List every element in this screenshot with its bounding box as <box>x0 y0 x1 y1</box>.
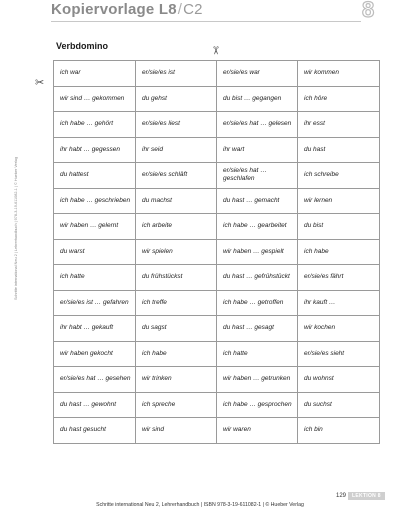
domino-cell: du gehst <box>136 86 217 112</box>
scissors-icon: ✂ <box>209 45 222 56</box>
domino-cell: du bist … gegangen <box>217 86 298 112</box>
table-row <box>54 137 380 163</box>
section-title: Verbdomino <box>56 41 109 51</box>
domino-cell: wir sind <box>136 418 217 444</box>
domino-cell: du hast … gewohnt <box>54 392 136 418</box>
domino-cell: er/sie/es ist … gefahren <box>54 290 136 316</box>
table-row <box>54 112 380 138</box>
domino-cell: ihr habt … gegessen <box>54 137 136 163</box>
domino-cell: er/sie/es hat … gelesen <box>217 112 298 138</box>
domino-cell: du hast … gefrühstückt <box>217 265 298 291</box>
domino-cell: du machst <box>136 188 217 214</box>
table-row <box>54 188 380 214</box>
domino-cell: ihr seid <box>136 137 217 163</box>
page-title-separator: / <box>177 1 183 18</box>
domino-cell: du warst <box>54 239 136 265</box>
domino-cell: er/sie/es liest <box>136 112 217 138</box>
domino-cell: ich war <box>54 61 136 87</box>
domino-cell: du hast gesucht <box>54 418 136 444</box>
domino-cell: du hast … gesagt <box>217 316 298 342</box>
domino-cell: du hast <box>298 137 380 163</box>
domino-cell: ich habe … gehört <box>54 112 136 138</box>
domino-cell: du wohnst <box>298 367 380 393</box>
domino-cell: ich habe … geschrieben <box>54 188 136 214</box>
domino-cell: ich spreche <box>136 392 217 418</box>
page-number: 129 <box>336 493 347 499</box>
domino-cell: ich arbeite <box>136 214 217 240</box>
domino-cell: du sagst <box>136 316 217 342</box>
domino-cell: er/sie/es schläft <box>136 163 217 189</box>
domino-cell: wir sind … gekommen <box>54 86 136 112</box>
table-row <box>54 392 380 418</box>
domino-cell: wir spielen <box>136 239 217 265</box>
domino-cell: er/sie/es fährt <box>298 265 380 291</box>
domino-cell: wir haben … gelernt <box>54 214 136 240</box>
table-row <box>54 418 380 444</box>
domino-cell: du frühstückst <box>136 265 217 291</box>
table-row <box>54 214 380 240</box>
page-title-sub: C2 <box>183 1 203 18</box>
table-row <box>54 239 380 265</box>
domino-cell: ich habe <box>298 239 380 265</box>
table-row <box>54 163 380 189</box>
domino-cell: ich bin <box>298 418 380 444</box>
page-header <box>0 0 400 22</box>
domino-cell: wir haben gekocht <box>54 341 136 367</box>
lesson-badge: LEKTION 8 <box>348 492 385 500</box>
domino-cell: wir trinken <box>136 367 217 393</box>
table-row <box>54 316 380 342</box>
scissors-icon: ✂ <box>35 77 45 89</box>
domino-cell: wir lernen <box>298 188 380 214</box>
domino-cell: ihr wart <box>217 137 298 163</box>
domino-cell: wir kommen <box>298 61 380 87</box>
table-row <box>54 265 380 291</box>
domino-cell: ich habe … gearbeitet <box>217 214 298 240</box>
domino-cell: ihr kauft … <box>298 290 380 316</box>
domino-cell: du bist <box>298 214 380 240</box>
page-title-main: Kopiervorlage L8 <box>51 1 177 18</box>
lesson-number: 8 <box>362 0 375 22</box>
side-copyright: Schritte international Neu 2 | Lehrerhandbuch | 978-3-19-611082-1 | © Hueber Verlag <box>14 156 18 300</box>
domino-cell: er/sie/es hat … gesehen <box>54 367 136 393</box>
domino-cell: ich schreibe <box>298 163 380 189</box>
domino-cell: er/sie/es war <box>217 61 298 87</box>
domino-cell: du hattest <box>54 163 136 189</box>
domino-cell: er/sie/es ist <box>136 61 217 87</box>
table-row <box>54 86 380 112</box>
table-row <box>54 290 380 316</box>
domino-cell: ich habe … gesprochen <box>217 392 298 418</box>
domino-cell: wir haben … getrunken <box>217 367 298 393</box>
verb-domino-table-body <box>54 61 380 444</box>
verb-domino-table <box>53 60 380 444</box>
table-row <box>54 61 380 87</box>
footer-text: Schritte international Neu 2, Lehrerhandbuch | ISBN 978-3-19-611082-1 | © Hueber Verlag <box>96 502 304 508</box>
domino-cell: ich treffe <box>136 290 217 316</box>
table-row <box>54 341 380 367</box>
domino-cell: ich habe … getroffen <box>217 290 298 316</box>
domino-cell: wir waren <box>217 418 298 444</box>
domino-cell: ich höre <box>298 86 380 112</box>
domino-cell: wir haben … gespielt <box>217 239 298 265</box>
domino-cell: du hast … gemacht <box>217 188 298 214</box>
domino-cell: ich hatte <box>217 341 298 367</box>
domino-cell: ich habe <box>136 341 217 367</box>
domino-cell: er/sie/es hat … geschlafen <box>217 163 298 189</box>
domino-cell: ihr habt … gekauft <box>54 316 136 342</box>
page-title <box>51 1 203 18</box>
domino-cell: wir kochen <box>298 316 380 342</box>
header-divider <box>51 21 361 22</box>
table-row <box>54 367 380 393</box>
domino-cell: ihr esst <box>298 112 380 138</box>
domino-cell: ich hatte <box>54 265 136 291</box>
domino-cell: du suchst <box>298 392 380 418</box>
domino-cell: er/sie/es sieht <box>298 341 380 367</box>
